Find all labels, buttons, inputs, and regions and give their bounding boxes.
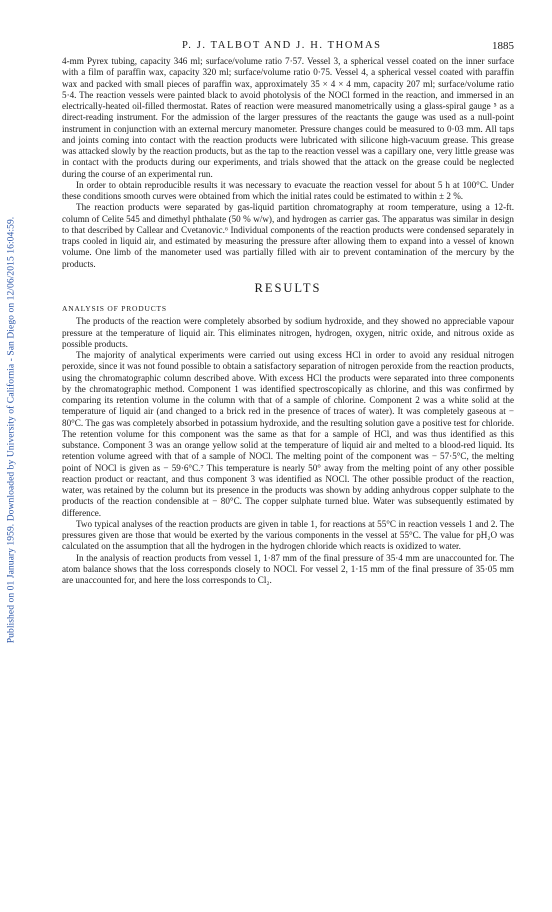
- article-body: [62, 56, 514, 586]
- paragraph-components: The majority of analytical experiments were carried out using excess HCl in order to avoid any residual nitrogen peroxide, since it was not found possible to obtain a satisfactory separation of nitrogen peroxide from the reaction products, using the chromatographic column described above. With excess HCl the products were separated into three components by the chromatographic method. Component 1 was identified spectroscopically as chlorine, and this was confirmed by comparing its retention volume in the column with that of a sample of chlorine. Component 2 was a white solid at the temperature of liquid air (and changed to a brick red in the presence of traces of water). It was completely gaseous at − 80°C. The gas was completely absorbed in potassium hydroxide, and the resulting solution gave a positive test for chloride. The retention volume for this component was the same as that for a sample of HCl, and was thus identified as this substance. Component 3 was an orange yellow solid at the temperature of liquid air and melted to a blood-red liquid. Its retention volume agreed with that of a sample of NOCl. The melting point of the component was − 57·5°C, the melting point of NOCl is given as − 59·6°C.⁷ This temperature is nearly 50° away from the melting point of any other possible reaction product or reactant, and thus component 3 was identified as NOCl. The other possible product of the reaction, water, was retained by the column but its presence in the products was shown by adding anhydrous copper sulphate to the products of the reaction condensible at − 80°C. The copper sulphate turned blue. Water was subsequently estimated by difference.: [62, 350, 514, 518]
- running-header: [62, 40, 514, 54]
- paragraph-absorption: The products of the reaction were completely absorbed by sodium hydroxide, and they showed no appreciable vapour pressure at the temperature of liquid air. This eliminates nitrogen, hydrogen, oxygen, nitric oxide, and nitrous oxide as possible products.: [62, 316, 514, 349]
- paragraph-evacuation: In order to obtain reproducible results it was necessary to evacuate the reaction vessel for about 5 h at 100°C. Under these conditions smooth curves were obtained from which the initial rates could be estimated to within ± 2 %.: [62, 179, 514, 201]
- download-watermark: [2, 150, 20, 710]
- page-number: 1885: [492, 40, 514, 52]
- paragraph-typical-analyses: Two typical analyses of the reaction products are given in table 1, for reactions at 55°C in reaction vessels 1 and 2. The pressures given are those that would be exerted by the various components in the vessel at 55°C. The value for pH₂O was calculated on the assumption that all the hydrogen in the hydrogen chloride which reacts is oxidized to water.: [62, 518, 514, 552]
- running-header-authors: P. J. TALBOT AND J. H. THOMAS: [182, 40, 382, 51]
- download-watermark-text: Published on 01 January 1959. Downloaded by University of California - San Diego on 12/06/2015 16:04:59.: [5, 216, 17, 644]
- paragraph-apparatus: 4-mm Pyrex tubing, capacity 346 ml; surface/volume ratio 7·57. Vessel 3, a spherical vessel coated on the inner surface with a film of paraffin wax, capacity 320 ml; surface/volume ratio 0·75. Vessel 4, a spherical vessel coated with paraffin wax and packed with small pieces of paraffin wax, approximately 35 × 4 × 4 mm, capacity 207 ml; surface/volume ratio 5·4. The reaction vessels were painted black to avoid photolysis of the NOCl formed in the reaction, and immersed in an electrically-heated oil-filled thermostat. Rates of reaction were measured manometrically using a glass-spiral gauge ⁵ as a direct-reading instrument. For the admission of the larger pressures of the reactants the gauge was used as a null-point instrument in conjunction with an external mercury manometer. Pressure changes could be measured to 0·03 mm. All taps and joints coming into contact with the reaction products were lubricated with silicone high-vacuum grease. This grease was attacked slowly by the reaction products, but as the tap to the reaction vessel was a capillary one, very little grease was in contact with the products during our experiments, and trials showed that the attack on the grease could be neglected during the course of an experimental run.: [62, 56, 514, 179]
- subsection-heading-analysis: ANALYSIS OF PRODUCTS: [62, 304, 167, 313]
- paragraph-mass-balance: In the analysis of reaction products from vessel 1, 1·87 mm of the final pressure of 35·4 mm are unaccounted for. The atom balance shows that the loss corresponds closely to NOCl. For vessel 2, 1·15 mm of the final pressure of 35·05 mm are unaccounted for, and here the loss corresponds to Cl₂.: [62, 552, 514, 585]
- section-heading-results: RESULTS: [254, 280, 322, 295]
- paragraph-chromatography: The reaction products were separated by gas-liquid partition chromatography at room temperature, using a 12-ft. column of Celite 545 and dimethyl phthalate (50 % w/w), and hydrogen as carrier gas. The apparatus was similar in design to that described by Callear and Cvetanovic.⁶ Individual components of the reaction products were condensed separately in traps cooled in liquid air, and estimated by measuring the pressure after allowing them to expand into a vessel of known volume. One limb of the manometer used was partially filled with air to prevent contamination of the mercury by the products.: [62, 202, 514, 269]
